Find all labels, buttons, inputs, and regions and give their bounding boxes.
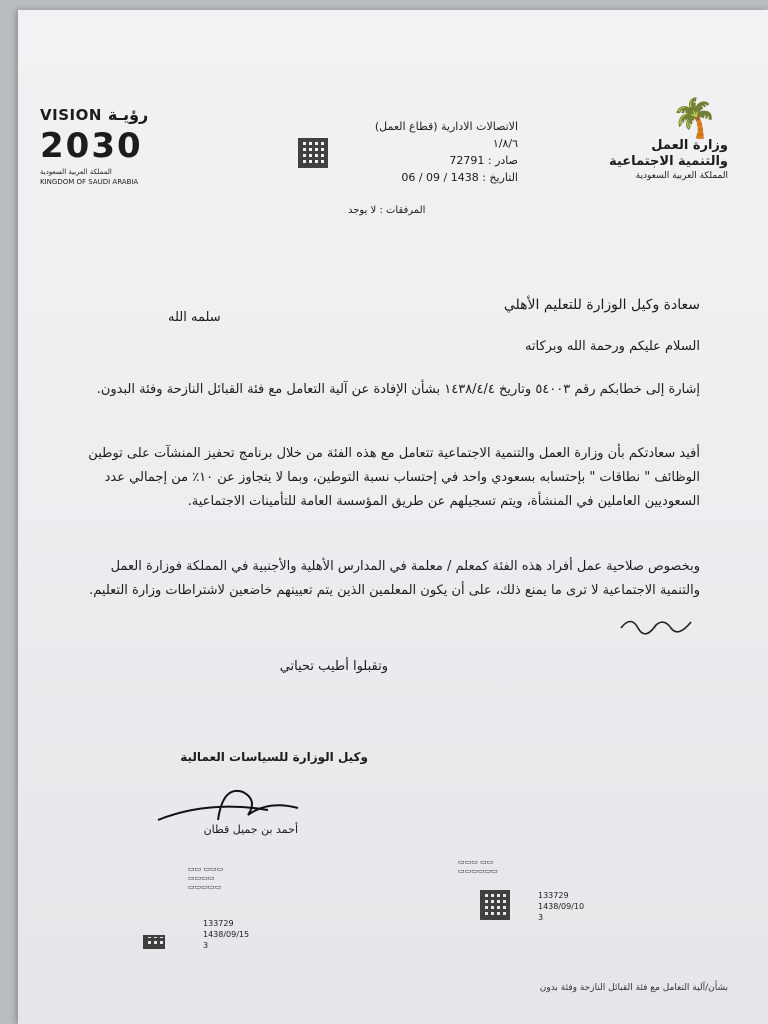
letter-date: 1438 / 09 / 06 — [401, 171, 479, 184]
date-row: التاريخ : 1438 / 09 / 06 — [401, 171, 518, 184]
issued-number: 72791 — [449, 154, 485, 167]
country-ar: المملكة العربية السعودية — [40, 168, 112, 176]
issued-row: صادر : 72791 — [449, 154, 518, 167]
handwritten-mark-icon — [616, 610, 696, 640]
stamp-numbers-left: 133729 1438/09/15 3 — [203, 919, 250, 950]
paragraph-2: أفيد سعادتكم بأن وزارة العمل والتنمية الاجتماعية تتعامل مع هذه الفئة من خلال برنامج تحفيز المنشآت على توطين الوظائف " نطاقات " بإحتسابه بسعودي واحد في إحتساب نسبة التوطين، وبما لا يتجاوز عن ١٠٪ من إجمالي عدد السعوديين العاملين في المنشأة، ويتم تسجيلهم عن طريق المؤسسة العامة للتأمينات الاجتماعية. — [88, 446, 700, 509]
vision-year: 2030 — [40, 126, 143, 166]
vision-ar: رؤيـة — [107, 105, 149, 124]
paragraph-3: وبخصوص صلاحية عمل أفراد هذه الفئة كمعلم / معلمة في المدارس الأهلية والأجنبية في المملكة فوزارة العمل والتنمية الاجتماعية لا ترى ما يمنع ذلك، على أن يكون المعلمين الذين يتم تعيينهم خاضعين لاشتراطات وزارة التعليم. — [89, 559, 700, 598]
signatory-title: وكيل الوزارة للسياسات العمالية — [180, 750, 368, 764]
paragraph-1: إشارة إلى خطابكم رقم ٥٤٠٠٣ وتاريخ ١٤٣٨/٤/٤ بشأن الإفادة عن آلية التعامل مع فئة القبائل النازحة وفئة البدون. — [96, 382, 700, 397]
footer-subject: بشأن/آلية التعامل مع فئة القبائل النازحة وفئة بدون — [539, 983, 728, 993]
letter-page — [18, 10, 768, 1024]
addressee: سعادة وكيل الوزارة للتعليم الأهلي — [503, 297, 700, 313]
ministry-country: المملكة العربية السعودية — [635, 171, 728, 181]
vision-2030-logo — [40, 105, 190, 186]
ministry-line1: وزارة العمل — [651, 138, 728, 153]
dept-name: الاتصالات الادارية (قطاع العمل) — [374, 120, 518, 133]
letter-header-info — [298, 118, 518, 186]
salutation: سلمه الله — [168, 310, 221, 325]
greeting: السلام عليكم ورحمة الله وبركاته — [524, 339, 700, 354]
qr-code-icon — [143, 935, 165, 949]
signatory-name: أحمد بن جميل قطان — [203, 823, 298, 836]
ref-number: ١/٨/٦ — [492, 137, 518, 150]
stamp-right: ▭▭▭ ▭▭ ▭▭▭▭▭▭ — [458, 858, 498, 875]
vision-en: VISION — [40, 105, 102, 124]
ministry-logo — [598, 98, 728, 182]
country-en: KINGDOM OF SAUDI ARABIA — [40, 178, 139, 186]
qr-code-icon — [298, 138, 328, 168]
attachments: المرفقات : لا يوجد — [348, 205, 426, 216]
qr-code-icon — [480, 890, 510, 920]
closing: وتقبلوا أطيب تحياتي — [279, 659, 388, 674]
ministry-line2: والتنمية الاجتماعية — [609, 154, 728, 169]
palm-tree-icon: 🌴 — [670, 96, 718, 140]
stamp-numbers-right: 133729 1438/09/10 3 — [538, 891, 585, 922]
stamp-left: ▭▭ ▭▭▭ ▭▭▭▭ ▭▭▭▭▭ — [188, 865, 224, 891]
